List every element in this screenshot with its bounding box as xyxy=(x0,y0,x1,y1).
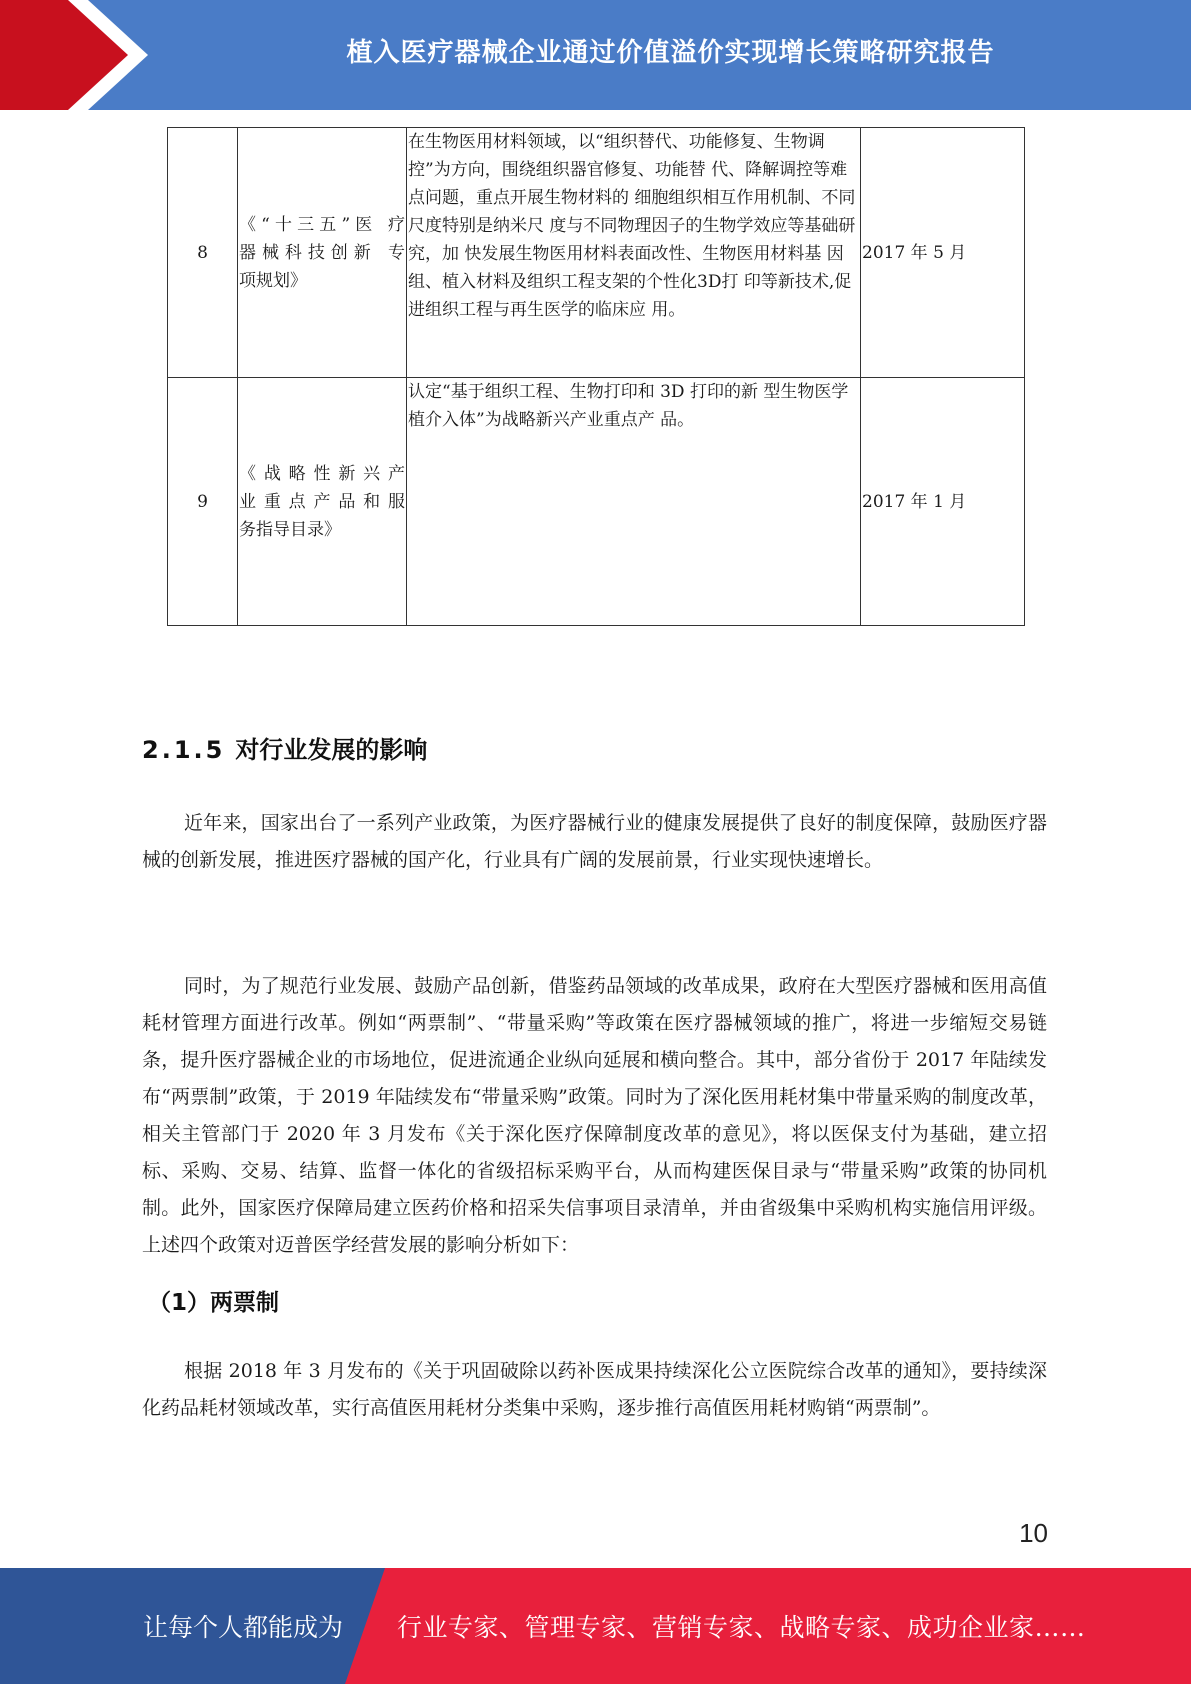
policy-name-line: 《战略性新兴产 xyxy=(239,463,405,484)
policy-name-line: 《“十三五”医 疗 xyxy=(239,214,405,235)
row-number: 9 xyxy=(168,378,238,626)
section-title: 对行业发展的影响 xyxy=(235,736,428,764)
arrow-decoration-icon xyxy=(0,0,160,110)
header-banner xyxy=(0,0,1191,110)
footer-slogan-left: 让每个人都能成为 xyxy=(143,1613,344,1642)
report-title: 植入医疗器械企业通过价值溢价实现增长策略研究报告 xyxy=(346,37,995,68)
paragraph: 同时，为了规范行业发展、鼓励产品创新，借鉴药品领域的改革成果，政府在大型医疗器械和医用高值耗材管理方面进行改革。例如“两票制”、“带量采购”等政策在医疗器械领域的推广，将进一步缩短交易链条，提升医疗器械企业的市场地位，促进流通企业纵向延展和横向整合。其中，部分省份于 2017 年陆续发布“两票制”政策，于 2019 年陆续发布“带量采购”政策。同时为了深化医用耗材集中带量采购的制度改革，相关主管部门于 2020 年 3 月发布《关于深化医疗保障制度改革的意见》，将以医保支付为基础，建立招标、采购、交易、结算、监督一体化的省级招标采购平台，从而构建医保目录与“带量采购”政策的协同机制。此外，国家医疗保障局建立医药价格和招采失信事项目录清单，并由省级集中采购机构实施信用评级。上述四个政策对迈普医学经营发展的影响分析如下： xyxy=(142,975,1047,1256)
table-row xyxy=(168,378,1025,626)
table-row xyxy=(168,128,1025,378)
policy-name-line: 务指导目录》 xyxy=(239,519,341,540)
policy-description: 认定“基于组织工程、生物打印和 3D 打印的新 型生物医学植介入体”为战略新兴产业重点产 品。 xyxy=(407,378,861,626)
policy-name xyxy=(238,128,407,378)
policy-name-line: 器械科技创新 专 xyxy=(239,242,405,263)
row-number: 8 xyxy=(168,128,238,378)
policy-name-line: 业重点产品和服 xyxy=(239,491,405,512)
subsection-heading: （1）两票制 xyxy=(148,1290,280,1316)
footer-banner xyxy=(0,1568,1191,1684)
policy-table xyxy=(167,127,1025,626)
paragraph: 近年来，国家出台了一系列产业政策，为医疗器械行业的健康发展提供了良好的制度保障，鼓励医疗器械的创新发展，推进医疗器械的国产化，行业具有广阔的发展前景，行业实现快速增长。 xyxy=(142,812,1047,871)
section-number: 2.1.5 xyxy=(142,736,226,764)
policy-name-line: 项规划》 xyxy=(239,270,307,291)
page-number: 10 xyxy=(1019,1518,1048,1548)
policy-date: 2017 年 5 月 xyxy=(861,128,1025,378)
paragraph: 根据 2018 年 3 月发布的《关于巩固破除以药补医成果持续深化公立医院综合改革的通知》，要持续深化药品耗材领域改革，实行高值医用耗材分类集中采购，逐步推行高值医用耗材购销“两票制”。 xyxy=(142,1360,1047,1419)
policy-description: 在生物医用材料领域，以“组织替代、功能修复、生物调控”为方向，围绕组织器官修复、功能替 代、降解调控等难点问题，重点开展生物材料的 细胞组织相互作用机制、不同尺度特别是纳米尺 度与不同物理因子的生物学效应等基础研究，加 快发展生物医用材料表面改性、生物医用材料基 因组、植入材料及组织工程支架的个性化3D打 印等新技术,促进组织工程与再生医学的临床应 用。 xyxy=(407,128,861,378)
section-heading xyxy=(142,730,427,765)
policy-name xyxy=(238,378,407,626)
footer-slogan-right: 行业专家、管理专家、营销专家、战略专家、成功企业家…… xyxy=(397,1613,1086,1642)
policy-date: 2017 年 1 月 xyxy=(861,378,1025,626)
